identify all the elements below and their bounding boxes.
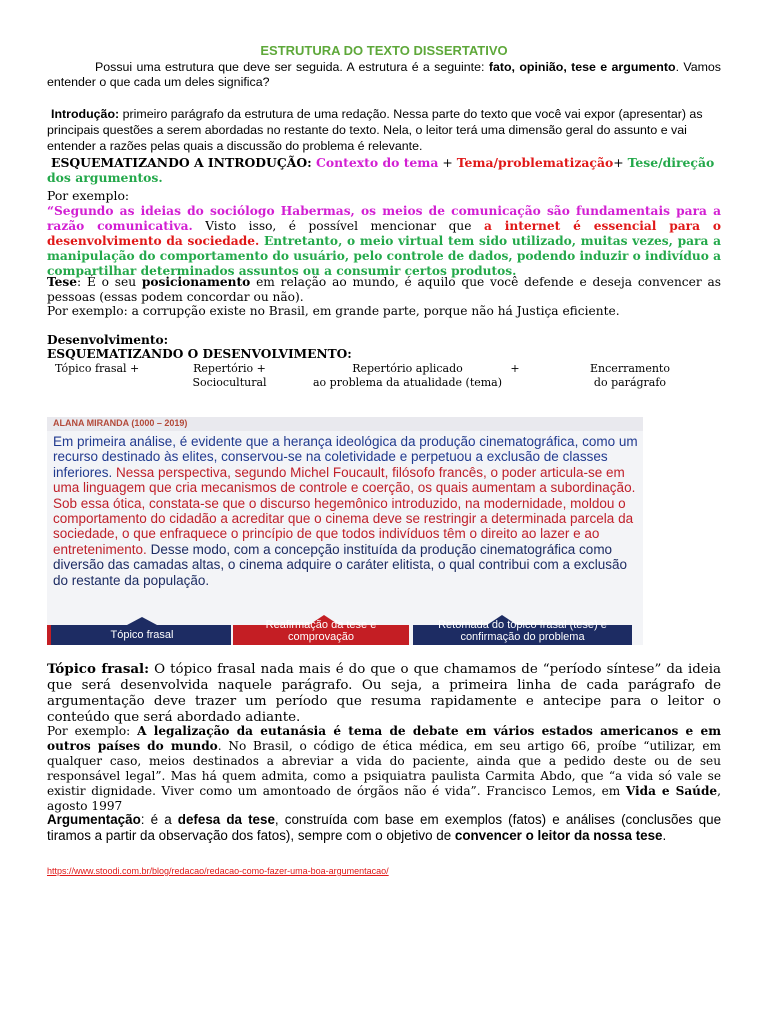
tese-paragraph (47, 275, 721, 305)
schema-text: Encerramento (590, 362, 670, 375)
page-title: ESTRUTURA DO TEXTO DISSERTATIVO (260, 43, 508, 58)
bar-label-retomada: Retomada do tópico frasal (tese) e confirmação do problema (438, 619, 607, 643)
exemplo-contexto: “Segundo as ideias do sociólogo Habermas, os meios de comunicação são fundamentais para a razão comunicativa. (47, 204, 721, 233)
argumentacao-bold: convencer o leitor da nossa tese (454, 828, 663, 843)
esquema-desenvolvimento: ESQUEMATIZANDO O DESENVOLVIMENTO: (47, 347, 352, 361)
tese-text: : É o seu (77, 275, 142, 289)
introducao-paragraph (47, 106, 721, 154)
schema-text: ao problema da atualidade (tema) (312, 376, 503, 389)
essay-header (47, 417, 643, 431)
schema-text: + (510, 362, 520, 375)
plus-sign: + (613, 155, 628, 170)
essay-author: ALANA MIRANDA (1000 – 2019) (53, 418, 188, 428)
argumentacao-text: : é a (140, 812, 178, 827)
essay-reafirmacao: Nessa perspectiva, segundo Michel Foucault, filósofo francês, o poder articula-se em uma linguagem que cria mecanismos de controle e coerção, os quais aumentam a subordinação. Sob essa ótica, constata-se que o discurso hegemônico introduzido, na modernidade, moldou o comportamento do cidadão a acreditar que o cinema deve se restringir a determinada parcela da sociedade, o que enfraquece o princípio de que todos indivíduos têm o direito ao lazer e ao entretenimento. (53, 464, 636, 557)
desenvolvimento-label: Desenvolvimento: (47, 333, 169, 347)
exemplo-label: Por exemplo: (47, 188, 130, 203)
exemplo-plain: Visto isso, é possível mencionar que (192, 219, 484, 233)
essay-example-image (47, 417, 643, 645)
tese-bold: posicionamento (141, 275, 251, 289)
essay-topico-frasal: Em primeira análise, é evidente que a herança ideológica da produção cinematográfica, como um recurso destinado às elites, conservou-se na coletividade e perpetuou a exclusão de classes inferiores. (53, 434, 638, 480)
intro-text-end: . Vamos entender o que cada um deles significa? (47, 60, 721, 89)
essay-text (53, 434, 639, 588)
source-link-wrapper (47, 859, 389, 878)
schema-text: Tópico frasal + (55, 362, 140, 375)
exemplo2-paragraph (47, 724, 721, 814)
exemplo2-bold: A legalização da eutanásia é tema de debate em vários estados americanos e em outros países do mundo (47, 724, 721, 753)
introducao-label: Introdução: (51, 107, 120, 121)
exemplo2-text: . No Brasil, o código de ética médica, em seu artigo 66, proíbe “utilizar, em qualquer caso, meios destinados a abreviar a vida do paciente, ainda que a pedido deste ou de seu responsável legal”. Mas há quem admita, como a psiquiatra paulista Carmita Abdo, que “a vida só vale se existir dignidade. Viver como um amontoado de órgãos não é vida”. Francisco Lemos, em (47, 739, 722, 798)
schema-repertorio (172, 362, 287, 390)
esquema-intro-label: ESQUEMATIZANDO A INTRODUÇÃO: (51, 155, 317, 170)
schema-text: Repertório aplicado (352, 362, 463, 375)
intro-paragraph (47, 60, 721, 90)
introducao-text: primeiro parágrafo da estrutura de uma redação. Nessa parte do texto que você vai expor (apresentar) as principais questões a serem abordadas no restante do texto. Nela, o leitor terá uma dimensão geral do assunto e vai entender a razões pelas quais a discussão do problema é relevante. (47, 107, 703, 153)
tese-text-end: em relação ao mundo, é aquilo que você defende e deseja convencer as pessoas (essas podem concordar ou não). (47, 275, 721, 304)
essay-retomada: Desse modo, com a concepção instituída da produção cinematográfica como diversão das camadas altas, o cinema adquire o caráter elitista, o qual contribui com a exclusão do restante da população. (53, 541, 628, 588)
intro-text: Possui uma estrutura que deve ser seguida. A estrutura é a seguinte: (95, 60, 489, 74)
tese-exemplo: Por exemplo: a corrupção existe no Brasil, em grande parte, porque não há Justiça eficiente. (47, 304, 620, 318)
exemplo2-bold-source: Vida e Saúde (625, 784, 718, 798)
exemplo-tema: a internet é essencial para o desenvolvimento da sociedade. (47, 219, 721, 248)
esquema-introducao (47, 155, 721, 185)
topico-frasal-paragraph (47, 661, 721, 726)
exemplo2-label: Por exemplo: (47, 724, 138, 738)
schema-encerramento (575, 362, 685, 390)
bar-label-topico: Tópico frasal (110, 629, 174, 641)
argumentacao-paragraph (47, 812, 721, 844)
schema-plus (505, 362, 525, 376)
tese-label: Tese (47, 275, 78, 289)
argumentacao-text: . (662, 828, 667, 843)
argumentacao-bold: defesa da tese (177, 812, 275, 827)
intro-bold: fato, opinião, tese e argumento (488, 60, 676, 74)
plus-sign: + (438, 155, 457, 170)
esquema-tema: Tema/problematização (456, 155, 614, 170)
schema-text: Repertório + (193, 362, 266, 375)
schema-text: do parágrafo (593, 376, 667, 389)
esquema-tese: Tese/direção dos argumentos. (47, 155, 715, 185)
exemplo-paragraph (47, 204, 721, 279)
topico-text: O tópico frasal nada mais é do que o que chamamos de “período síntese” da ideia que será desenvolvida naquele parágrafo. Ou seja, a primeira linha de cada parágrafo de argumentação deve trazer um período que resuma rapidamente e antecipe para o leitor o conteúdo que será abordado adiante. (47, 662, 721, 725)
topico-label: Tópico frasal: (47, 661, 150, 677)
source-link[interactable]: https://www.stoodi.com.br/blog/redacao/redacao-como-fazer-uma-boa-argumentacao/ (47, 866, 389, 876)
argumentacao-label: Argumentação (47, 812, 141, 827)
bar-label-reafirmacao: Reafirmação da tese e comprovação (265, 619, 377, 643)
argumentacao-text: , construída com base em exemplos (fatos) e análises (conclusões que tiramos a partir da observação dos fatos), sempre com o objetivo de (47, 812, 722, 843)
exemplo2-date: , agosto 1997 (47, 784, 721, 813)
schema-text: Sociocultural (192, 376, 267, 389)
schema-topico (55, 362, 150, 376)
esquema-contexto: Contexto do tema (316, 155, 439, 170)
exemplo-tese: Entretanto, o meio virtual tem sido utilizado, muitas vezes, para a manipulação do comportamento do usuário, pelo controle de dados, podendo induzir o indivíduo a compartilhar determinados assuntos ou a consumir certos produtos. (47, 234, 721, 278)
red-edge (47, 625, 51, 645)
schema-repertorio-aplicado (305, 362, 510, 390)
